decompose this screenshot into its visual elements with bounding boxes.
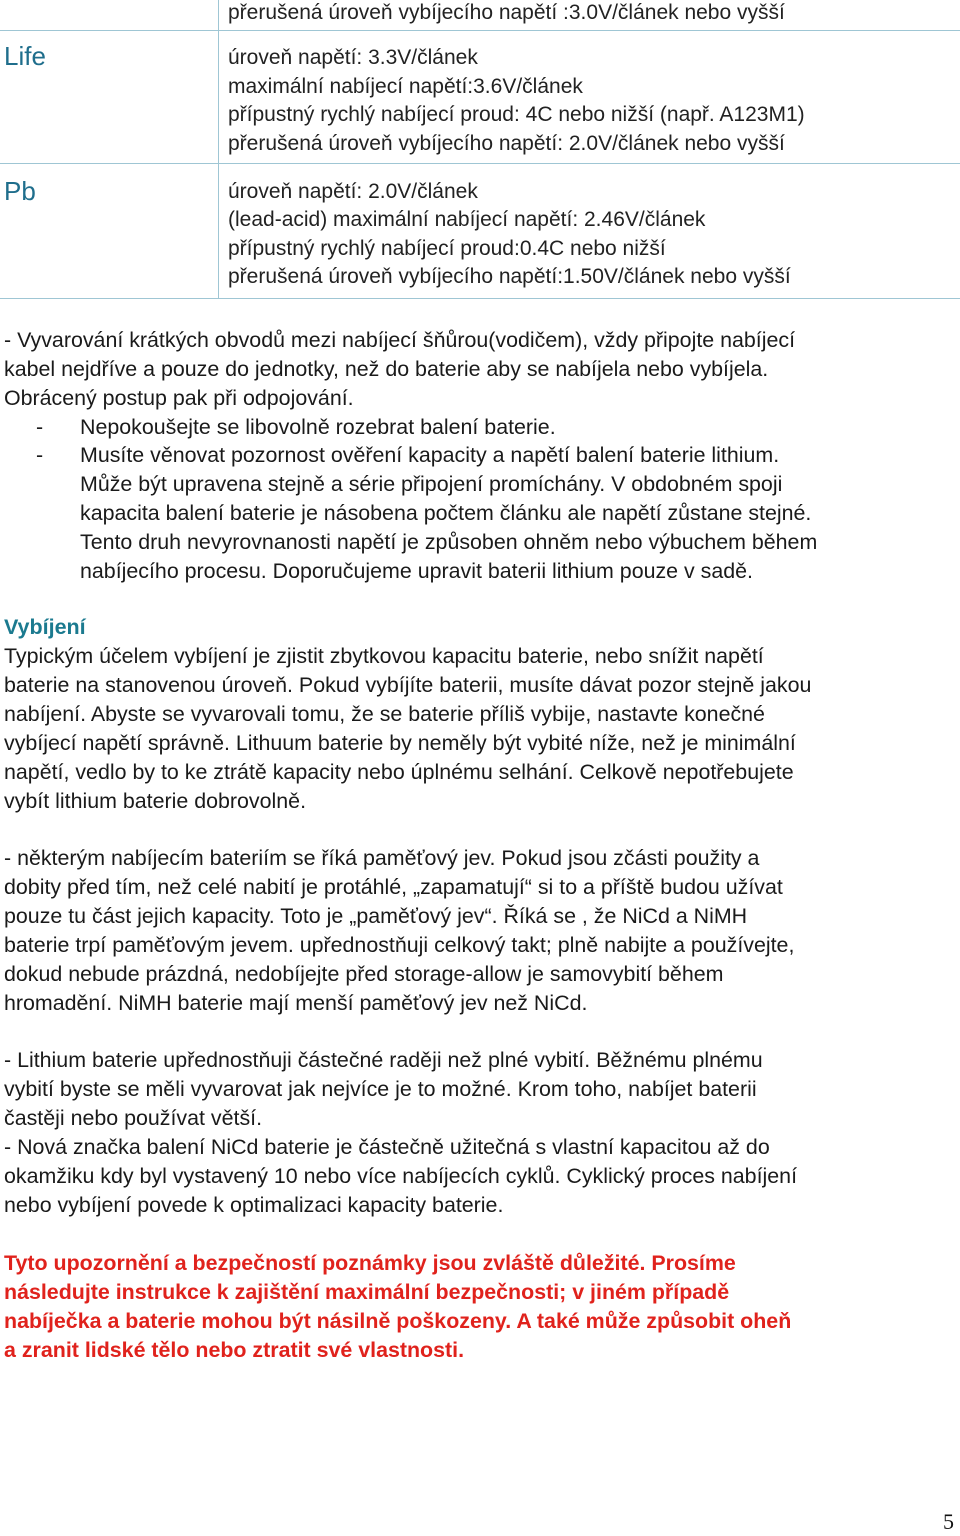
paragraph-line: okamžiku kdy byl vystavený 10 nebo více nabíjecích cyklů. Cyklický proces nabíjení [4, 1164, 798, 1188]
section-heading-discharge: Vybíjení [4, 615, 86, 639]
paragraph-line: nabíjení. Abyste se vyvarovali tomu, že se baterie příliš vybije, nastavte konečné [4, 702, 765, 726]
spec-line: přerušená úroveň vybíjecího napětí :3.0V/článek nebo vyšší [228, 1, 785, 24]
table-rule-middle [0, 163, 960, 164]
spec-line: přípustný rychlý nabíjecí proud:0.4C nebo nižší [228, 237, 666, 260]
memory-effect-paragraph [4, 844, 960, 1018]
table-rule-top [0, 30, 960, 31]
safety-warning [4, 1249, 960, 1365]
paragraph-line: dokud nebude prázdná, nedobíjejte před storage-allow je samovybití během [4, 962, 724, 986]
spec-line: úroveň napětí: 3.3V/článek [228, 46, 478, 69]
spec-line: přerušená úroveň vybíjecího napětí:1.50V/článek nebo vyšší [228, 265, 791, 288]
bullet-dash: - [36, 443, 44, 467]
warning-line: nabíječka a baterie mohou být násilně poškozeny. A také může způsobit oheň [4, 1309, 792, 1333]
discharge-paragraph-1 [4, 642, 960, 816]
paragraph-line: častěji nebo používat větší. [4, 1106, 263, 1130]
paragraph-line: kapacita balení baterie je násobena počtem článku ale napětí zůstane stejné. [80, 501, 812, 525]
spec-line: maximální nabíjecí napětí:3.6V/článek [228, 75, 583, 98]
paragraph-line: - Nová značka balení NiCd baterie je částečně užitečná s vlastní kapacitou až do [4, 1135, 770, 1159]
paragraph-line: - Vyvarování krátkých obvodů mezi nabíjecí šňůrou(vodičem), vždy připojte nabíjecí [4, 328, 796, 352]
table-rule-bottom [0, 298, 960, 299]
paragraph-line: vybíjecí napětí správně. Lithuum baterie by neměly být vybité níže, než je minimální [4, 731, 796, 755]
paragraph-line: napětí, vedlo by to ke ztrátě kapacity nebo úplnému selhání. Celkově nepotřebujete [4, 760, 794, 784]
spec-line: (lead-acid) maximální nabíjecí napětí: 2.46V/článek [228, 208, 706, 231]
table-column-divider [218, 0, 219, 298]
paragraph-line: nebo vybíjení povede k optimalizaci kapacity baterie. [4, 1193, 504, 1217]
paragraph-line: Může být upravena stejně a série připojení promíchány. V obdobném spoji [80, 472, 783, 496]
lithium-nicd-paragraph [4, 1046, 960, 1220]
warning-line: následujte instrukce k zajištění maximální bezpečnosti; v jiném případě [4, 1280, 730, 1304]
warning-line: a zranit lidské tělo nebo ztratit své vlastnosti. [4, 1338, 465, 1362]
paragraph-line: Typickým účelem vybíjení je zjistit zbytkovou kapacitu baterie, nebo snížit napětí [4, 644, 764, 668]
paragraph-line: Musíte věnovat pozornost ověření kapacity a napětí balení baterie lithium. [80, 443, 780, 467]
paragraph-line: nabíjecího procesu. Doporučujeme upravit baterii lithium pouze v sadě. [80, 559, 753, 583]
spec-line: přípustný rychlý nabíjecí proud: 4C nebo nižší (např. A123M1) [228, 103, 805, 126]
bullet-item-disassembly [4, 413, 960, 442]
paragraph-line: Obrácený postup pak při odpojování. [4, 386, 354, 410]
paragraph-line: - Lithium baterie upřednostňuji částečné raději než plné vybití. Běžnému plnému [4, 1048, 763, 1072]
paragraph-line: pouze tu část jejich kapacity. Toto je „paměťový jev“. Říká se , že NiCd a NiMH [4, 904, 748, 928]
paragraph-line: dobity před tím, než celé nabití je protáhlé, „zapamatují“ si to a příště budou užívat [4, 875, 783, 899]
paragraph-line: baterie na stanovenou úroveň. Pokud vybíjíte baterii, musíte dávat pozor stejně jakou [4, 673, 812, 697]
short-circuit-warning [4, 326, 960, 413]
page-number: 5 [943, 1509, 954, 1534]
paragraph-line: hromadění. NiMH baterie mají menší paměťový jev než NiCd. [4, 991, 588, 1015]
spec-line: úroveň napětí: 2.0V/článek [228, 180, 478, 203]
paragraph-line: - některým nabíjecím bateriím se říká paměťový jev. Pokud jsou zčásti použity a [4, 846, 760, 870]
paragraph-line: vybití byste se měli vyvarovat jak nejvíce je to možné. Krom toho, nabíjet baterii [4, 1077, 757, 1101]
bullet-item-lithium-capacity [4, 441, 960, 586]
paragraph-line: vybít lithium baterie dobrovolně. [4, 789, 307, 813]
paragraph-line: Nepokoušejte se libovolně rozebrat balení baterie. [80, 415, 556, 439]
paragraph-line: Tento druh nevyrovnanosti napětí je způsoben ohněm nebo výbuchem během [80, 530, 818, 554]
bullet-dash: - [36, 415, 44, 439]
paragraph-line: baterie trpí paměťovým jevem. upřednostňuji celkový takt; plně nabijte a používejte, [4, 933, 795, 957]
warning-line: Tyto upozornění a bezpečností poznámky jsou zvláště důležité. Prosíme [4, 1251, 736, 1275]
paragraph-line: kabel nejdříve a pouze do jednotky, než do baterie aby se nabíjela nebo vybíjela. [4, 357, 769, 381]
row-label-life: Life [4, 41, 46, 71]
row-label-pb: Pb [4, 176, 36, 206]
spec-line: přerušená úroveň vybíjecího napětí: 2.0V/článek nebo vyšší [228, 132, 785, 155]
